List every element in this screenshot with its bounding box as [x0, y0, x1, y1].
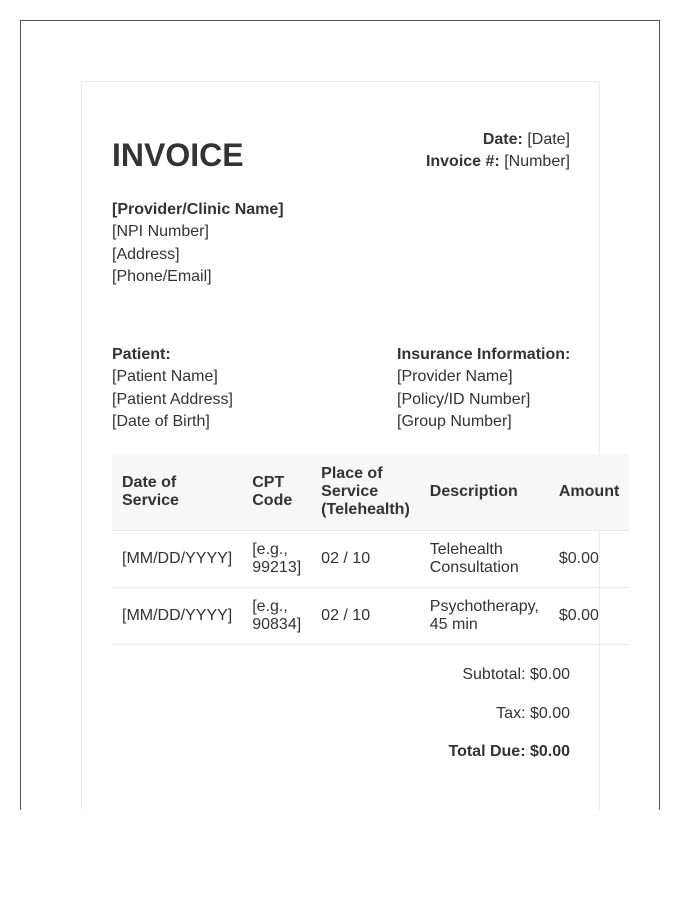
- header-pos-line-1: Place of: [321, 465, 383, 482]
- cell-cpt: [242, 588, 311, 645]
- cell-cpt-line-2: 99213]: [252, 559, 302, 576]
- header-cpt-code: [242, 454, 311, 531]
- insurance-group: [Group Number]: [397, 412, 512, 430]
- header-date-line-2: Service: [122, 492, 179, 509]
- insurance-label: Insurance Information:: [397, 346, 571, 363]
- totals-block: [448, 664, 570, 780]
- patient-label: Patient:: [112, 346, 171, 363]
- header-cpt-line-2: Code: [252, 492, 293, 509]
- provider-name: [Provider/Clinic Name]: [112, 201, 284, 218]
- header-pos-line-3: (Telehealth): [321, 501, 410, 518]
- patient-block: [112, 344, 233, 433]
- cell-amount: $0.00: [549, 588, 629, 645]
- cell-cpt-line-1: [e.g.,: [252, 541, 288, 558]
- table-row: [112, 531, 629, 588]
- cell-place-of-service: 02 / 10: [311, 588, 420, 645]
- cell-date: [MM/DD/YYYY]: [112, 531, 242, 588]
- header-cpt-line-1: CPT: [252, 474, 285, 491]
- header-description: Description: [420, 454, 549, 531]
- insurance-provider: [Provider Name]: [397, 368, 513, 386]
- invoice-date-value: [Date]: [527, 131, 570, 148]
- cell-desc-line-2: 45 min: [429, 616, 478, 633]
- invoice-number: [426, 151, 570, 173]
- cell-description: [420, 588, 549, 645]
- cell-place-of-service: 02 / 10: [311, 531, 420, 588]
- cell-desc-line-1: Psychotherapy,: [429, 598, 539, 615]
- invoice-date-label: Date:: [482, 131, 523, 148]
- header-date-of-service: [112, 454, 242, 531]
- header-amount: Amount: [549, 454, 629, 531]
- table-header-row: [112, 454, 629, 531]
- insurance-block: [397, 344, 570, 433]
- tax: Tax: $0.00: [496, 704, 570, 722]
- header-place-of-service: [311, 454, 420, 531]
- services-table: [112, 454, 629, 645]
- header-date-line-1: Date of: [122, 474, 177, 491]
- invoice-date: [426, 129, 570, 151]
- provider-contact: [Phone/Email]: [112, 267, 212, 285]
- patient-name: [Patient Name]: [112, 368, 218, 386]
- header-pos-line-2: Service: [321, 483, 379, 500]
- provider-address: [Address]: [112, 245, 180, 263]
- cell-description: [420, 531, 549, 588]
- cell-desc-line-1: Telehealth: [429, 541, 503, 558]
- invoice-meta: [426, 129, 570, 173]
- provider-block: [112, 199, 284, 288]
- invoice-number-label: Invoice #:: [425, 153, 500, 170]
- invoice-number-value: [Number]: [504, 153, 570, 170]
- cell-desc-line-2: Consultation: [429, 559, 519, 576]
- table-row: [112, 588, 629, 645]
- cell-cpt-line-1: [e.g.,: [252, 598, 288, 615]
- cell-cpt: [242, 531, 311, 588]
- cell-amount: $0.00: [549, 531, 629, 588]
- total-due: Total Due: $0.00: [448, 743, 570, 760]
- patient-address: [Patient Address]: [112, 390, 233, 408]
- subtotal: Subtotal: $0.00: [462, 666, 570, 683]
- cell-date: [MM/DD/YYYY]: [112, 588, 242, 645]
- insurance-policy: [Policy/ID Number]: [397, 390, 531, 408]
- invoice-title: INVOICE: [112, 137, 244, 173]
- provider-npi: [NPI Number]: [112, 223, 209, 241]
- cell-cpt-line-2: 90834]: [252, 616, 302, 633]
- patient-dob: [Date of Birth]: [112, 412, 210, 430]
